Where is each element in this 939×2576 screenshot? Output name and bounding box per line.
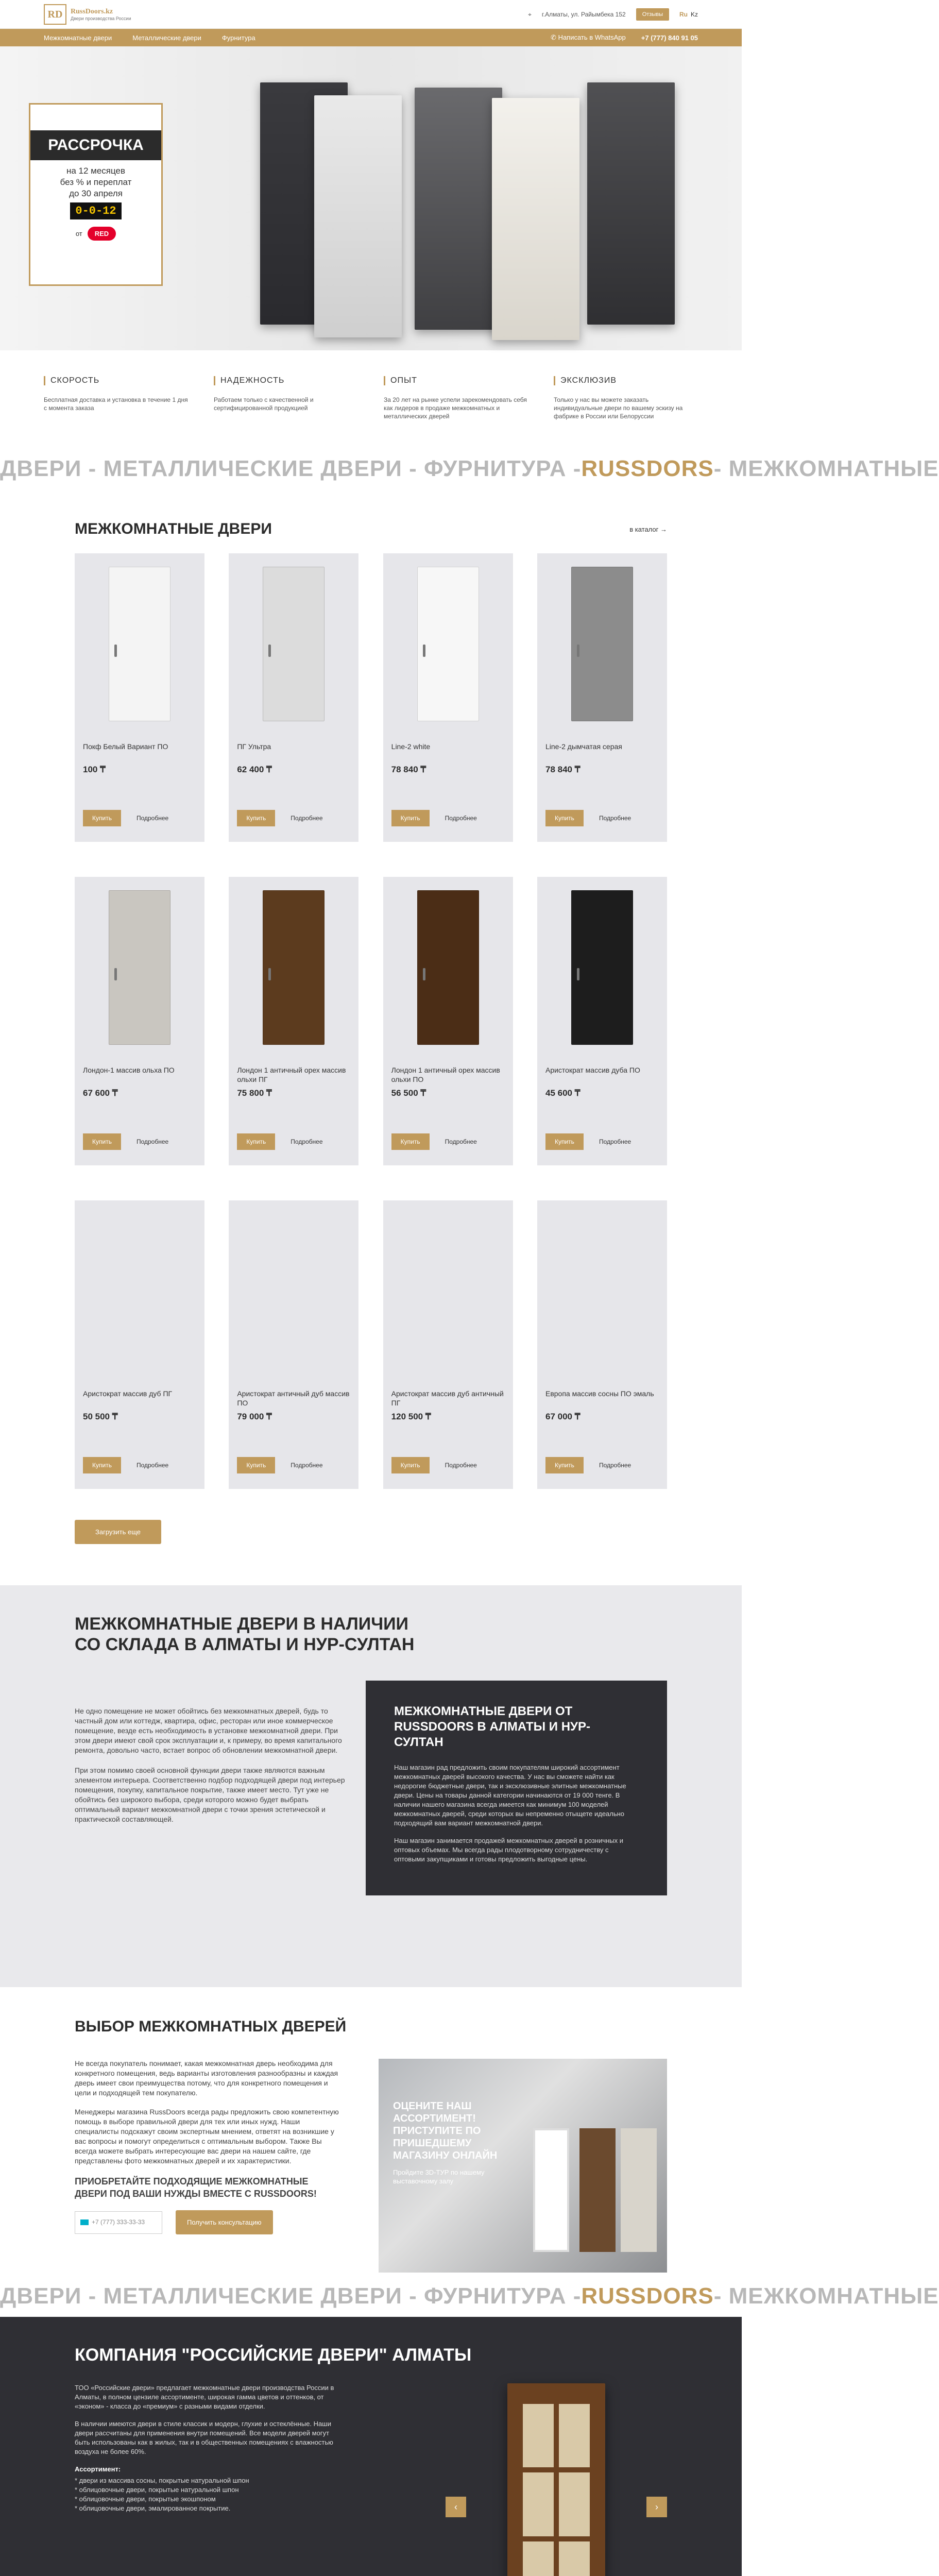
buy-button[interactable]: Купить (391, 1133, 430, 1150)
buy-button[interactable]: Купить (237, 810, 275, 826)
language-switch[interactable] (679, 11, 698, 18)
details-link[interactable]: Подробнее (445, 1462, 477, 1469)
product-image[interactable] (545, 1209, 659, 1374)
stock-card-paragraph: Наш магазин рад предложить своим покупателям широкий ассортимент межкомнатных дверей высокого качества. У нас вы сможете найти как недорогие бюджетные двери, так и эксклюзивные элитные межкомнатные двери. Цены на товары данной категории начинаются от 19 000 тенге. В наличии нашего магазина всегда имеется как минимум 100 моделей межкомнатных дверей, среди которых вы непременно отыщете идеально подходящий вам вариант межкомнатной двери. (394, 1764, 626, 1827)
company-door-image (507, 2383, 605, 2576)
feature-speed: СКОРОСТЬ Бесплатная доставка и установка в течение 1 дня с момента заказа (44, 376, 188, 412)
company-title: КОМПАНИЯ "РОССИЙСКИЕ ДВЕРИ" АЛМАТЫ (75, 2345, 472, 2365)
product-card[interactable] (537, 1200, 667, 1489)
stock-info-card (366, 1681, 667, 1895)
lang-ru[interactable]: Ru (679, 11, 688, 18)
hero-door-image (587, 82, 675, 325)
logo-name: RussDoors.kz (71, 7, 113, 15)
reviews-button[interactable]: Отзывы (636, 8, 669, 21)
lang-kz[interactable]: Kz (690, 11, 698, 18)
hero-door-image (314, 95, 402, 337)
nav-metal-doors[interactable]: Металлические двери (132, 33, 201, 42)
feature-exclusive: ЭКСКЛЮЗИВ Только у нас вы можете заказать индивидуальные двери по вашему эскизу на фабрике в России или Белоруссии (554, 376, 698, 420)
buy-button[interactable]: Купить (545, 1133, 584, 1150)
next-arrow-icon[interactable]: › (646, 2497, 667, 2517)
product-name[interactable]: ПГ Ультра (237, 742, 271, 751)
product-image[interactable] (391, 1209, 505, 1374)
logo[interactable] (44, 4, 178, 25)
marquee-banner: ДВЕРИ - МЕТАЛЛИЧЕСКИЕ ДВЕРИ - ФУРНИТУРА - RUSSDORS - МЕЖКОМНАТНЫЕ (0, 456, 939, 481)
product-name[interactable]: Лондон-1 массив ольха ПО (83, 1066, 175, 1074)
product-image[interactable] (83, 1209, 196, 1374)
product-card[interactable] (537, 553, 667, 842)
product-card[interactable] (537, 877, 667, 1165)
product-image[interactable] (545, 885, 659, 1050)
product-image[interactable] (83, 562, 196, 726)
details-link[interactable]: Подробнее (291, 815, 323, 822)
location-pin-icon: ⌖ (528, 10, 532, 18)
product-card[interactable] (75, 877, 204, 1165)
product-card[interactable] (383, 1200, 513, 1489)
features (0, 350, 742, 448)
product-name[interactable]: Line-2 white (391, 742, 431, 751)
promo-line: на 12 месяцев (66, 166, 126, 176)
kaspi-red-logo: RED (88, 227, 116, 241)
product-name[interactable]: Аристократ массив дуб ПГ (83, 1389, 173, 1398)
buy-button[interactable]: Купить (83, 1133, 121, 1150)
product-image[interactable] (237, 1209, 350, 1374)
stock-paragraph: Не одно помещение не может обойтись без межкомнатных дверей, будь то частный дом или коттедж, квартира, офис, ресторан или иное коммерческое помещение, везде есть необходимость в установке межкомнатной двери. При этом двери имеют свой срок эксплуатации и, к примеру, во время капитального ремонта, довольно часто, встает вопрос об обновлении межкомнатной двери. (75, 1707, 342, 1754)
details-link[interactable]: Подробнее (445, 815, 477, 822)
stock-card-title: МЕЖКОМНАТНЫЕ ДВЕРИ ОТ RUSSDOORS В АЛМАТЫ И НУР-СУЛТАН (394, 1704, 590, 1749)
details-link[interactable]: Подробнее (136, 1138, 169, 1145)
choose-cta: ПРИОБРЕТАЙТЕ ПОДХОДЯЩИЕ МЕЖКОМНАТНЫЕ ДВЕРИ ПОД ВАШИ НУЖДЫ ВМЕСТЕ С RUSSDOORS! (75, 2176, 317, 2199)
product-price: 78 840 ₸ (545, 765, 581, 774)
buy-button[interactable]: Купить (545, 1457, 584, 1473)
load-more-button[interactable]: Загрузить еще (75, 1520, 161, 1544)
choose-title: ВЫБОР МЕЖКОМНАТНЫХ ДВЕРЕЙ (75, 2018, 347, 2035)
to-catalog-link[interactable]: в каталог → (629, 525, 667, 533)
details-link[interactable]: Подробнее (136, 815, 169, 822)
product-image[interactable] (237, 885, 350, 1050)
product-name[interactable]: Аристократ массив дуба ПО (545, 1066, 640, 1074)
product-price: 75 800 ₸ (237, 1088, 272, 1098)
company-door-slider (446, 2383, 667, 2576)
choose-section (0, 1987, 742, 2276)
in-stock-section (0, 1585, 742, 1987)
catalog-title: МЕЖКОМНАТНЫЕ ДВЕРИ (75, 520, 272, 537)
product-image[interactable] (83, 885, 196, 1050)
nav-interior-doors[interactable]: Межкомнатные двери (44, 33, 112, 42)
assortment-list: * двери из массива сосны, покрытые натуральной шпон * облицовочные двери, покрытые натуральной шпон * облицовочные двери, покрытые экошпоном * облицовочные двери, эмалированное покрытие. (75, 2477, 249, 2512)
whatsapp-icon: ✆ (551, 33, 558, 41)
hero-door-image (415, 88, 502, 330)
consult-form (75, 2210, 343, 2234)
prev-arrow-icon[interactable]: ‹ (446, 2497, 466, 2517)
showroom-text: Пройдите 3D-ТУР по нашему выставочному залу (393, 2168, 485, 2185)
choose-paragraph: Не всегда покупатель понимает, какая межкомнатная дверь необходима для конкретного помещения, ведь варианты изготовления разнообразны и каждая дверь имеет свои преимущества потому, что для конкретного помещения и цели и подходящей тем покупателю. (75, 2059, 338, 2097)
nav-hardware[interactable]: Фурнитура (221, 33, 255, 42)
company-section (0, 2317, 742, 2576)
product-price: 79 000 ₸ (237, 1412, 272, 1421)
details-link[interactable]: Подробнее (599, 815, 631, 822)
product-card[interactable] (75, 1200, 204, 1489)
marquee-banner: ДВЕРИ - МЕТАЛЛИЧЕСКИЕ ДВЕРИ - ФУРНИТУРА - RUSSDORS - МЕЖКОМНАТНЫЕ (0, 2283, 939, 2309)
company-paragraph: В наличии имеются двери в стиле классик и модерн, глухие и остеклённые. Наши двери рассчитаны для применения внутри помещений. Все модели дверей могут быть использованы как в жилых, так и в общественных помещениях с влажностью воздуха не более 60%. (75, 2420, 333, 2455)
product-image[interactable] (391, 885, 505, 1050)
consult-button[interactable]: Получить консультацию (176, 2210, 273, 2234)
product-card[interactable] (229, 877, 358, 1165)
details-link[interactable]: Подробнее (136, 1462, 169, 1469)
product-name[interactable]: Покф Белый Вариант ПО (83, 742, 168, 751)
product-grid (75, 553, 667, 1489)
buy-button[interactable]: Купить (391, 1457, 430, 1473)
assortment-title: Ассортимент: (75, 2465, 121, 2473)
product-card[interactable] (383, 877, 513, 1165)
product-price: 67 600 ₸ (83, 1088, 118, 1098)
product-price: 50 500 ₸ (83, 1412, 118, 1421)
buy-button[interactable]: Купить (237, 1133, 275, 1150)
product-price: 45 600 ₸ (545, 1088, 581, 1098)
product-name[interactable]: Европа массив сосны ПО эмаль (545, 1389, 654, 1398)
catalog-section (0, 489, 742, 1565)
phone-input[interactable]: +7 (777) 333-33-33 (75, 2211, 162, 2234)
top-bar (0, 0, 742, 29)
details-link[interactable]: Подробнее (599, 1138, 631, 1145)
product-card[interactable] (229, 553, 358, 842)
product-card[interactable] (229, 1200, 358, 1489)
product-price: 120 500 ₸ (391, 1412, 431, 1421)
logo-mark: RD (44, 4, 66, 25)
installment-promo[interactable] (29, 103, 163, 286)
promo-title: РАССРОЧКА (30, 130, 161, 160)
showroom-title: ОЦЕНИТЕ НАШ АССОРТИМЕНТ! ПРИСТУПИТЕ ПО ПРИШЕДШЕМУ МАГАЗИНУ ОНЛАЙН (393, 2100, 498, 2161)
details-link[interactable]: Подробнее (445, 1138, 477, 1145)
buy-button[interactable]: Купить (545, 810, 584, 826)
feature-experience: ОПЫТ За 20 лет на рынке успели зарекомендовать себя как лидеров в продаже межкомнатных и металлических дверей (384, 376, 528, 420)
product-price: 62 400 ₸ (237, 765, 272, 774)
product-image[interactable] (237, 562, 350, 726)
stock-title: МЕЖКОМНАТНЫЕ ДВЕРИ В НАЛИЧИИ СО СКЛАДА В АЛМАТЫ И НУР-СУЛТАН (75, 1614, 415, 1654)
details-link[interactable]: Подробнее (291, 1138, 323, 1145)
product-name[interactable]: Лондон 1 античный орех массив ольхи ПГ (237, 1066, 346, 1083)
kaspi-label: от (75, 230, 82, 238)
feature-reliability: НАДЕЖНОСТЬ Работаем только с качественной и сертифицированной продукцией (214, 376, 358, 420)
hero-slider[interactable] (0, 46, 742, 350)
buy-button[interactable]: Купить (83, 1457, 121, 1473)
main-nav (0, 29, 742, 46)
logo-tagline: Двери производства России (71, 15, 131, 21)
product-price: 78 840 ₸ (391, 765, 426, 774)
buy-button[interactable]: Купить (237, 1457, 275, 1473)
details-link[interactable]: Подробнее (599, 1462, 631, 1469)
promo-badge: 0-0-12 (70, 202, 121, 219)
promo-line: до 30 апреля (69, 189, 123, 198)
product-card[interactable] (383, 553, 513, 842)
header-phone[interactable]: +7 (777) 840 91 05 (641, 33, 698, 42)
stock-paragraph: При этом помимо своей основной функции двери также являются важным элементом интерьера. Соответственно подбор подходящей двери под интерьер помещения, покупку, капитальное покрытие, также имеет место. Тут уже не обойтись без широкого выбора, среди которого можно будет выбрать оптимальный вариант межкомнатной двери с точки зрения эстетической и практической составляющей. (75, 1766, 345, 1823)
product-price: 100 ₸ (83, 765, 106, 774)
showroom-3d-tour[interactable] (379, 2059, 667, 2273)
buy-button[interactable]: Купить (391, 810, 430, 826)
kz-flag-icon (80, 2219, 89, 2225)
product-card[interactable] (75, 553, 204, 842)
details-link[interactable]: Подробнее (291, 1462, 323, 1469)
company-paragraph: ТОО «Российские двери» предлагает межкомнатные двери производства России в Алматы, в полном цензиле ассортименте, широкая гамма цветов и оттенков, от «эконом» - класса до «премиум» с разными видами отделки. (75, 2384, 334, 2410)
buy-button[interactable]: Купить (83, 810, 121, 826)
choose-paragraph: Менеджеры магазина RussDoors всегда рады предложить свою компетентную помощь в выборе правильной двери для тех или иных нужд. Наши специалисты подскажут своим экспертным мнением, ответят на возникшие у вас вопросы и помогут определиться с оптимальным выбором. Также Вы всегда можете выбрать интересующие вас двери на нашем сайте, где представлены фото межкомнатных дверей и их характеристики. (75, 2108, 339, 2165)
hero-door-image (492, 98, 579, 340)
product-image[interactable] (545, 562, 659, 726)
product-name[interactable]: Аристократ массив дуб античный ПГ (391, 1389, 504, 1407)
product-price: 56 500 ₸ (391, 1088, 426, 1098)
whatsapp-link[interactable]: ✆ Написать в WhatsApp (551, 33, 626, 41)
product-price: 67 000 ₸ (545, 1412, 581, 1421)
promo-line: без % и переплат (60, 177, 132, 187)
product-name[interactable]: Лондон 1 античный орех массив ольхи ПО (391, 1066, 500, 1083)
header-address: г.Алматы, ул. Райымбека 152 (541, 11, 626, 18)
product-name[interactable]: Аристократ античный дуб массив ПО (237, 1389, 350, 1407)
product-image[interactable] (391, 562, 505, 726)
stock-card-paragraph: Наш магазин занимается продажей межкомнатных дверей в розничных и оптовых объемах. Мы всегда рады плодотворному сотрудничеству с оптовыми закупщиками и готовы предложить выгодные цены. (394, 1837, 624, 1863)
product-name[interactable]: Line-2 дымчатая серая (545, 742, 622, 751)
